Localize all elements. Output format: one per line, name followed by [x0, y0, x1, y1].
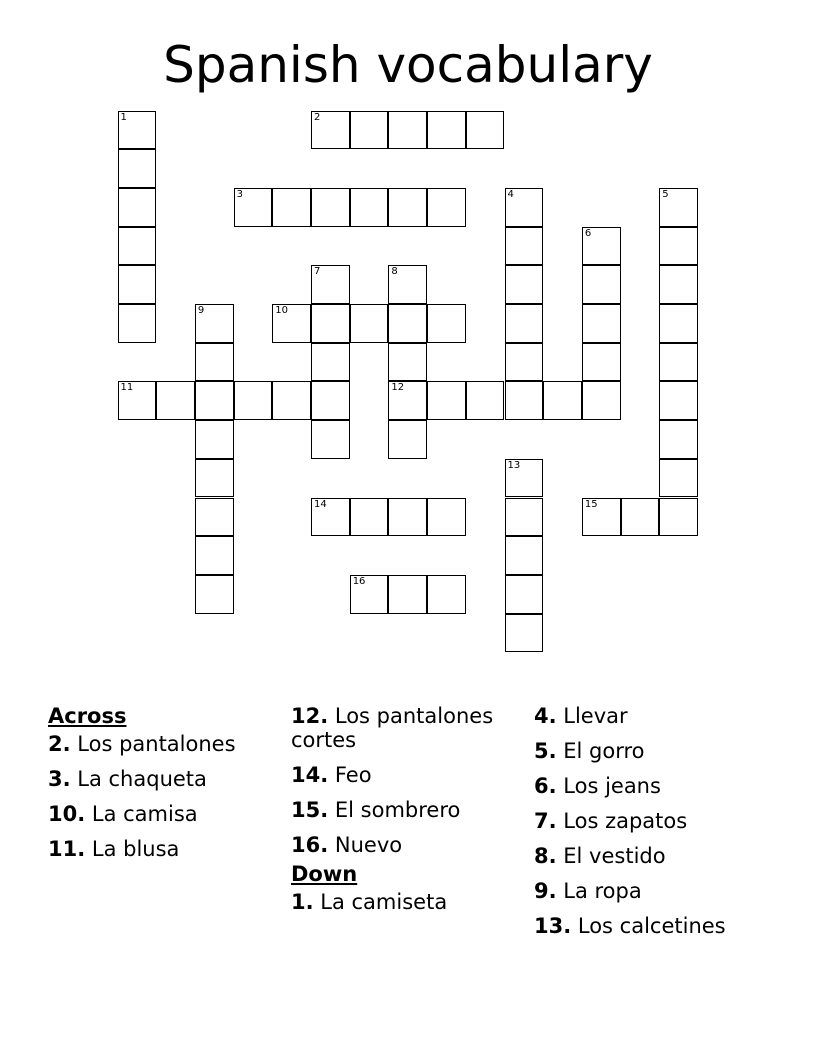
clue-number: 8. — [534, 844, 557, 868]
grid-cell[interactable] — [118, 227, 157, 266]
clue-text: Los calcetines — [571, 914, 726, 938]
clue-number: 13. — [534, 914, 572, 938]
grid-cell[interactable] — [659, 343, 698, 382]
grid-cell[interactable] — [659, 265, 698, 304]
grid-cell[interactable] — [505, 575, 544, 614]
clue-item — [291, 763, 521, 787]
grid-cell[interactable] — [466, 381, 505, 420]
cell-number: 16 — [352, 575, 366, 587]
clue-item — [534, 809, 794, 833]
grid-cell[interactable] — [311, 498, 350, 537]
clue-text: Los pantalones cortes — [291, 704, 494, 752]
grid-cell[interactable] — [311, 111, 350, 150]
clue-number: 4. — [534, 704, 557, 728]
grid-cell[interactable] — [311, 265, 350, 304]
grid-cell[interactable] — [505, 188, 544, 227]
clue-text: Feo — [328, 763, 372, 787]
cell-number: 13 — [507, 459, 521, 471]
clue-text: La blusa — [85, 837, 180, 861]
grid-cell[interactable] — [505, 498, 544, 537]
grid-cell[interactable] — [427, 381, 466, 420]
clue-item — [48, 802, 278, 826]
cell-number: 14 — [314, 498, 327, 510]
grid-cell[interactable] — [543, 381, 582, 420]
clues-column-3 — [534, 704, 794, 949]
grid-cell[interactable] — [505, 227, 544, 266]
grid-cell[interactable] — [350, 304, 389, 343]
grid-cell[interactable] — [582, 381, 621, 420]
clues-column-2 — [291, 704, 521, 925]
grid-cell[interactable] — [427, 188, 466, 227]
cell-number: 15 — [584, 498, 598, 510]
cell-number: 10 — [275, 305, 289, 316]
clue-number: 14. — [291, 763, 329, 787]
grid-cell[interactable] — [272, 188, 311, 227]
grid-cell[interactable] — [659, 188, 698, 227]
grid-cell[interactable] — [582, 304, 621, 343]
cell-number: 6 — [584, 227, 592, 239]
grid-cell[interactable] — [350, 575, 389, 614]
clue-number: 15. — [291, 798, 329, 822]
cell-number: 5 — [662, 188, 669, 200]
grid-cell[interactable] — [388, 304, 427, 343]
page-title: Spanish vocabulary — [163, 36, 653, 94]
grid-cell[interactable] — [505, 304, 544, 343]
grid-cell[interactable] — [118, 265, 157, 304]
grid-cell[interactable] — [272, 381, 311, 420]
clue-number: 10. — [48, 802, 86, 826]
grid-cell[interactable] — [388, 265, 427, 304]
grid-cell[interactable] — [388, 420, 427, 459]
grid-cell[interactable] — [234, 381, 273, 420]
clue-text: La ropa — [556, 879, 642, 903]
grid-cell[interactable] — [505, 614, 544, 653]
grid-cell[interactable] — [582, 265, 621, 304]
clue-number: 11. — [48, 837, 86, 861]
grid-cell[interactable] — [118, 381, 157, 420]
grid-cell[interactable] — [505, 459, 544, 498]
grid-cell[interactable] — [388, 498, 427, 537]
cell-number: 11 — [120, 382, 134, 394]
down-heading: Down — [291, 862, 358, 886]
clue-text: La camiseta — [313, 890, 448, 914]
clue-item — [48, 837, 278, 861]
clue-number: 12. — [291, 704, 329, 728]
clue-text: El gorro — [556, 739, 645, 763]
grid-cell[interactable] — [195, 304, 234, 343]
grid-cell[interactable] — [195, 536, 234, 575]
clue-item — [291, 833, 521, 857]
clue-number: 16. — [291, 833, 329, 857]
grid-cell[interactable] — [350, 188, 389, 227]
grid-cell[interactable] — [195, 343, 234, 382]
grid-cell[interactable] — [582, 343, 621, 382]
grid-cell[interactable] — [659, 304, 698, 343]
clue-item — [291, 798, 521, 822]
clue-item — [534, 774, 794, 798]
across-heading: Across — [48, 704, 127, 728]
grid-cell[interactable] — [118, 111, 157, 150]
grid-cell[interactable] — [582, 227, 621, 266]
grid-cell[interactable] — [118, 188, 157, 227]
clue-text: El vestido — [556, 844, 666, 868]
grid-cell[interactable] — [311, 304, 350, 343]
clue-text: Nuevo — [328, 833, 403, 857]
clue-number: 2. — [48, 732, 71, 756]
clue-number: 7. — [534, 809, 557, 833]
clue-item — [534, 879, 794, 903]
grid-cell[interactable] — [350, 498, 389, 537]
grid-cell[interactable] — [350, 111, 389, 150]
grid-cell[interactable] — [505, 265, 544, 304]
cell-number: 1 — [120, 111, 127, 123]
cell-number: 2 — [314, 111, 321, 123]
grid-cell[interactable] — [195, 381, 234, 420]
grid-cell[interactable] — [466, 111, 505, 150]
grid-cell[interactable] — [311, 420, 350, 459]
grid-cell[interactable] — [388, 111, 427, 150]
grid-cell[interactable] — [195, 498, 234, 537]
clue-text: La camisa — [85, 802, 198, 826]
clue-text: Los zapatos — [556, 809, 688, 833]
grid-cell[interactable] — [195, 420, 234, 459]
grid-cell[interactable] — [311, 381, 350, 420]
grid-cell[interactable] — [118, 149, 157, 188]
grid-cell[interactable] — [582, 498, 621, 537]
grid-cell[interactable] — [659, 381, 698, 420]
grid-cell[interactable] — [659, 498, 698, 537]
grid-cell[interactable] — [272, 304, 311, 343]
clue-item — [534, 844, 794, 868]
clue-number: 6. — [534, 774, 557, 798]
clue-text: La chaqueta — [70, 767, 207, 791]
clue-number: 5. — [534, 739, 557, 763]
grid-cell[interactable] — [388, 381, 427, 420]
grid-cell[interactable] — [388, 343, 427, 382]
grid-cell[interactable] — [427, 498, 466, 537]
grid-cell[interactable] — [118, 304, 157, 343]
grid-cell[interactable] — [427, 111, 466, 150]
clue-item — [534, 914, 794, 938]
grid-cell[interactable] — [388, 575, 427, 614]
grid-cell[interactable] — [427, 575, 466, 614]
grid-cell[interactable] — [195, 459, 234, 498]
grid-cell[interactable] — [195, 575, 234, 614]
grid-cell[interactable] — [505, 343, 544, 382]
clue-item — [48, 732, 278, 756]
grid-cell[interactable] — [311, 343, 350, 382]
clues-column-1 — [48, 704, 278, 872]
clue-item — [534, 704, 794, 728]
clue-number: 9. — [534, 879, 557, 903]
grid-cell[interactable] — [659, 459, 698, 498]
grid-cell[interactable] — [659, 227, 698, 266]
clue-item — [534, 739, 794, 763]
grid-cell[interactable] — [427, 304, 466, 343]
grid-cell[interactable] — [388, 188, 427, 227]
grid-cell[interactable] — [234, 188, 273, 227]
clue-number: 1. — [291, 890, 314, 914]
grid-cell[interactable] — [505, 381, 544, 420]
clue-item — [291, 890, 521, 914]
clue-text: Los pantalones — [70, 732, 236, 756]
cell-number: 7 — [314, 266, 321, 278]
clue-text: El sombrero — [328, 798, 461, 822]
clue-item — [48, 767, 278, 791]
clue-item — [291, 704, 521, 752]
cell-number: 4 — [507, 188, 514, 200]
grid-cell[interactable] — [311, 188, 350, 227]
grid-cell[interactable] — [505, 536, 544, 575]
cell-number: 12 — [391, 382, 405, 394]
clue-number: 3. — [48, 767, 71, 791]
grid-cell[interactable] — [156, 381, 195, 420]
grid-cell[interactable] — [621, 498, 660, 537]
cell-number: 8 — [391, 266, 398, 278]
cell-number: 9 — [197, 305, 205, 316]
cell-number: 3 — [236, 188, 243, 200]
clue-text: Llevar — [556, 704, 628, 728]
grid-cell[interactable] — [659, 420, 698, 459]
clue-text: Los jeans — [556, 774, 661, 798]
